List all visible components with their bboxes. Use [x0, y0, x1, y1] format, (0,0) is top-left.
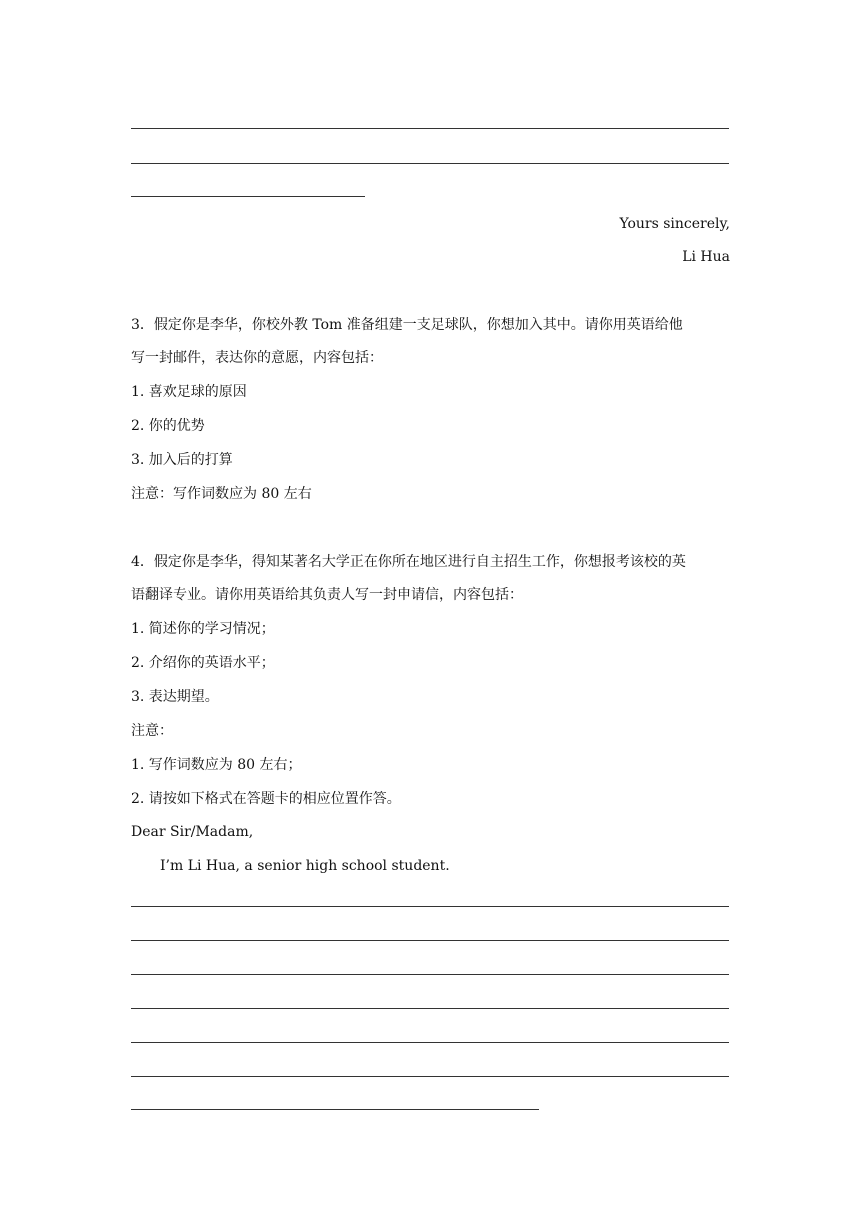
q3-note: 注意：写作词数应为 80 左右: [131, 486, 312, 502]
answer-line-short: [131, 1109, 539, 1110]
q4-note: 2. 请按如下格式在答题卡的相应位置作答。: [131, 791, 401, 807]
answer-line: [131, 163, 729, 164]
answer-line: [131, 940, 729, 941]
answer-line-short: [131, 196, 365, 197]
answer-line: [131, 1042, 729, 1043]
signoff: Yours sincerely,: [619, 216, 730, 232]
q3-prompt-line1: 3．假定你是李华，你校外教 Tom 准备组建一支足球队，你想加入其中。请你用英语给他: [131, 317, 683, 333]
q3-item: 1. 喜欢足球的原因: [131, 384, 247, 400]
q3-prompt-line2: 写一封邮件，表达你的意愿，内容包括：: [131, 350, 383, 366]
q3-item: 2. 你的优势: [131, 418, 205, 434]
q4-note-label: 注意：: [131, 723, 173, 739]
q4-prompt-line1: 4．假定你是李华，得知某著名大学正在你所在地区进行自主招生工作，你想报考该校的英: [131, 554, 686, 570]
signature-name: Li Hua: [682, 249, 730, 265]
answer-line: [131, 1076, 729, 1077]
letter-opening: I’m Li Hua, a senior high school student.: [160, 858, 450, 874]
answer-line: [131, 1008, 729, 1009]
answer-line: [131, 906, 729, 907]
answer-line: [131, 974, 729, 975]
q4-item: 1. 简述你的学习情况；: [131, 621, 275, 637]
answer-line: [131, 128, 729, 129]
q4-note: 1. 写作词数应为 80 左右；: [131, 757, 302, 773]
q4-prompt-line2: 语翻译专业。请你用英语给其负责人写一封申请信，内容包括：: [131, 587, 523, 603]
q3-item: 3. 加入后的打算: [131, 452, 233, 468]
q4-item: 3. 表达期望。: [131, 689, 219, 705]
letter-salutation: Dear Sir/Madam,: [131, 824, 254, 840]
q4-item: 2. 介绍你的英语水平；: [131, 655, 275, 671]
